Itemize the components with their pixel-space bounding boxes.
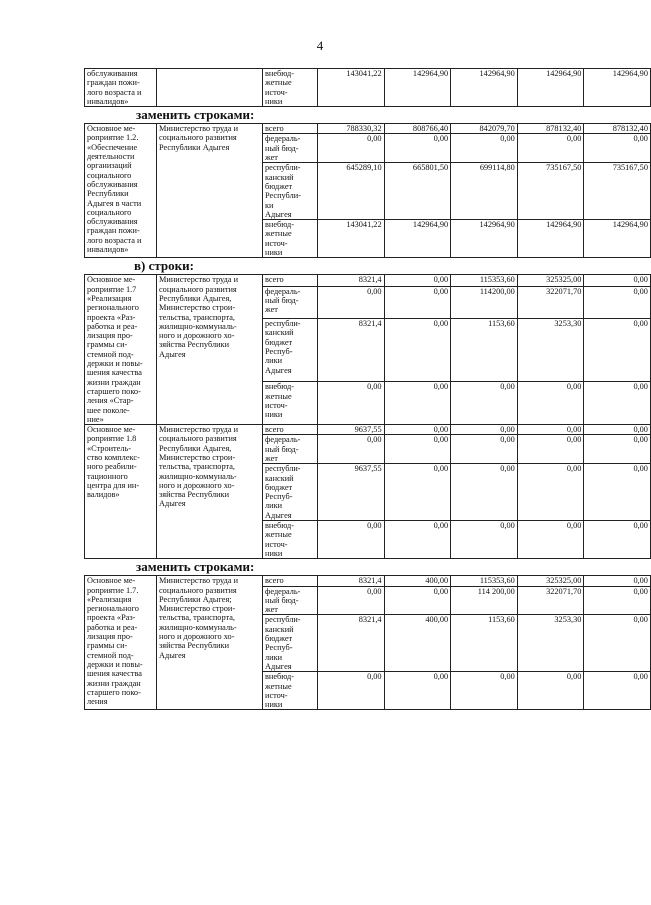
value-cell: 0,00	[384, 521, 451, 559]
cell-text-line: лого возраста и	[87, 235, 142, 245]
value-cell: 9637,55	[318, 464, 385, 521]
cell-text-line: социального развития	[159, 434, 237, 444]
cell-text-line: тельства, транспорта,	[159, 462, 235, 472]
cell-text-line: всего	[265, 576, 284, 586]
source-cell	[263, 425, 318, 435]
cell-text-line: Республики Адыгея;	[159, 594, 232, 604]
value-cell: 114 200,00	[451, 586, 518, 615]
value-cell: 8321,4	[318, 275, 385, 286]
cell-text-line: шения качества	[87, 669, 142, 679]
value-cell: 0,00	[517, 435, 584, 464]
cell-text-line: жетные	[265, 530, 292, 540]
value-cell: 9637,55	[318, 425, 385, 435]
cell-text-line: жетные	[265, 391, 292, 401]
cell-text-line: Основное ме-	[87, 124, 136, 134]
value-cell: 0,00	[584, 521, 651, 559]
table-row	[85, 275, 651, 286]
cell-text-line: канский	[265, 328, 294, 338]
source-cell	[263, 286, 318, 318]
value-cell: 0,00	[584, 464, 651, 521]
value-cell: 8321,4	[318, 319, 385, 382]
cell-text-line: канский	[265, 624, 294, 634]
cell-text-line: бюджет	[265, 482, 293, 492]
cell-text-line: жилищно-коммуналь-	[159, 321, 237, 331]
value-cell: 0,00	[584, 672, 651, 710]
measure-name-cell	[85, 69, 157, 107]
cell-text-line: жилищно-коммуналь-	[159, 622, 237, 632]
value-cell: 699114,80	[451, 163, 518, 220]
value-cell: 142964,90	[384, 69, 451, 107]
source-cell	[263, 69, 318, 107]
cell-text-line: федераль-	[265, 286, 301, 296]
cell-text-line: ники	[265, 248, 283, 258]
value-cell: 1153,60	[451, 615, 518, 672]
cell-text-line: Министерство строи-	[159, 303, 236, 313]
table-block-0	[84, 68, 651, 107]
cell-text-line: внебюд-	[265, 69, 295, 78]
cell-text-line: ного и дорожного хо-	[159, 480, 235, 490]
cell-text-line: жетные	[265, 681, 292, 691]
cell-text-line: федераль-	[265, 586, 301, 596]
source-cell	[263, 521, 318, 559]
cell-text-line: проекта «Раз-	[87, 312, 136, 322]
cell-text-line: Министерство труда и	[159, 425, 239, 435]
cell-text-line: лизация про-	[87, 331, 133, 341]
value-cell: 0,00	[384, 586, 451, 615]
value-cell: 142964,90	[451, 69, 518, 107]
cell-text-line: роприятие 1.2.	[87, 133, 139, 143]
value-cell: 0,00	[584, 286, 651, 318]
value-cell: 0,00	[584, 382, 651, 425]
measure-name-cell	[85, 275, 157, 425]
cell-text-line: регионального	[87, 303, 139, 313]
value-cell: 0,00	[384, 275, 451, 286]
value-cell: 665801,50	[384, 163, 451, 220]
cell-text-line: Министерство труда и	[159, 124, 239, 134]
value-cell: 8321,4	[318, 576, 385, 586]
value-cell: 645289,10	[318, 163, 385, 220]
section-heading: в) строки:	[134, 258, 194, 274]
value-cell: 0,00	[584, 435, 651, 464]
value-cell: 0,00	[451, 425, 518, 435]
value-cell: 0,00	[318, 286, 385, 318]
cell-text-line: всего	[265, 425, 284, 435]
cell-text-line: Республики Адыгея,	[159, 443, 232, 453]
cell-text-line: ники	[265, 700, 283, 710]
cell-text-line: канский	[265, 473, 294, 483]
cell-text-line: Министерство труда и	[159, 275, 239, 285]
cell-text-line: Адыгея	[265, 510, 292, 520]
cell-text-line: инвалидов»	[87, 245, 129, 255]
value-cell: 3253,30	[517, 615, 584, 672]
cell-text-line: зяйства Республики	[159, 641, 230, 651]
cell-text-line: Основное ме-	[87, 425, 136, 435]
source-cell	[263, 615, 318, 672]
cell-text-line: организаций	[87, 161, 132, 171]
value-cell: 0,00	[451, 382, 518, 425]
cell-text-line: Адыгея в части	[87, 198, 142, 208]
cell-text-line: ного реабили-	[87, 462, 137, 472]
document-sheet	[84, 68, 648, 710]
cell-text-line: работка и реа-	[87, 622, 138, 632]
cell-text-line: старшего поко-	[87, 687, 141, 697]
value-cell: 0,00	[517, 521, 584, 559]
cell-text-line: Основное ме-	[87, 275, 136, 285]
cell-text-line: проекта «Раз-	[87, 613, 136, 623]
executor-cell	[157, 124, 263, 258]
cell-text-line: бюджет	[265, 634, 293, 644]
value-cell: 0,00	[318, 134, 385, 163]
cell-text-line: зяйства Республики	[159, 490, 230, 500]
cell-text-line: зяйства Республики	[159, 340, 230, 350]
cell-text-line: тельства, транспорта,	[159, 312, 235, 322]
cell-text-line: социального	[87, 207, 132, 217]
cell-text-line: республи-	[265, 615, 301, 625]
cell-text-line: бюджет	[265, 337, 293, 347]
cell-text-line: Республи-	[265, 191, 301, 201]
cell-text-line: жизни граждан	[87, 678, 141, 688]
value-cell: 142964,90	[451, 220, 518, 258]
cell-text-line: стемной под-	[87, 650, 134, 660]
value-cell: 114200,00	[451, 286, 518, 318]
source-cell	[263, 576, 318, 586]
value-cell: 0,00	[451, 464, 518, 521]
value-cell: 0,00	[318, 672, 385, 710]
source-cell	[263, 435, 318, 464]
cell-text-line: ники	[265, 548, 283, 558]
value-cell: 1153,60	[451, 319, 518, 382]
value-cell: 0,00	[517, 672, 584, 710]
cell-text-line: Адыгея	[159, 349, 186, 359]
cell-text-line: жет	[265, 153, 278, 163]
cell-text-line: социального	[87, 170, 132, 180]
value-cell: 0,00	[584, 319, 651, 382]
cell-text-line: граммы си-	[87, 340, 128, 350]
cell-text-line: источ-	[265, 401, 288, 411]
value-cell: 400,00	[384, 576, 451, 586]
executor-cell	[157, 69, 263, 107]
value-cell: 0,00	[451, 134, 518, 163]
cell-text-line: ки	[265, 200, 274, 210]
cell-text-line: ники	[265, 410, 283, 420]
cell-text-line: источ-	[265, 238, 288, 248]
cell-text-line: социального развития	[159, 133, 237, 143]
value-cell: 0,00	[318, 521, 385, 559]
cell-text-line: роприятие 1.8	[87, 434, 137, 444]
cell-text-line: источ-	[265, 539, 288, 549]
cell-text-line: деятельности	[87, 152, 135, 162]
cell-text-line: стемной под-	[87, 349, 134, 359]
value-cell: 0,00	[517, 382, 584, 425]
value-cell: 0,00	[451, 435, 518, 464]
cell-text-line: источ-	[265, 87, 288, 97]
value-cell: 325325,00	[517, 275, 584, 286]
value-cell: 0,00	[584, 615, 651, 672]
cell-text-line: ления «Стар-	[87, 396, 134, 406]
cell-text-line: ный бюд-	[265, 595, 299, 605]
cell-text-line: республи-	[265, 464, 301, 474]
value-cell: 0,00	[451, 521, 518, 559]
cell-text-line: «Реализация	[87, 594, 132, 604]
source-cell	[263, 134, 318, 163]
cell-text-line: держки и повы-	[87, 359, 143, 369]
value-cell: 142964,90	[517, 220, 584, 258]
cell-text-line: лого возраста и	[87, 87, 142, 97]
cell-text-line: Республики Адыгея	[159, 142, 230, 152]
value-cell: 143041,22	[318, 220, 385, 258]
cell-text-line: граждан пожи-	[87, 226, 140, 236]
cell-text-line: жетные	[265, 229, 292, 239]
section-heading: заменить строками:	[136, 107, 255, 123]
measure-name-cell	[85, 124, 157, 258]
cell-text-line: центра для ин-	[87, 480, 140, 490]
value-cell: 400,00	[384, 615, 451, 672]
value-cell: 0,00	[584, 586, 651, 615]
source-cell	[263, 124, 318, 134]
executor-cell	[157, 576, 263, 710]
cell-text-line: лики	[265, 652, 283, 662]
value-cell: 325325,00	[517, 576, 584, 586]
measure-name-cell	[85, 576, 157, 710]
value-cell: 142964,90	[584, 220, 651, 258]
cell-text-line: Адыгея	[159, 499, 186, 509]
table-row	[85, 124, 651, 134]
cell-text-line: внебюд-	[265, 382, 295, 392]
cell-text-line: роприятие 1.7.	[87, 585, 139, 595]
cell-text-line: лики	[265, 501, 283, 511]
cell-text-line: внебюд-	[265, 220, 295, 230]
cell-text-line: инвалидов»	[87, 96, 129, 106]
value-cell: 808766,40	[384, 124, 451, 134]
cell-text-line: Адыгея	[265, 661, 292, 671]
cell-text-line: всего	[265, 275, 284, 285]
cell-text-line: шения качества	[87, 368, 142, 378]
value-cell: 0,00	[318, 586, 385, 615]
value-cell: 142964,90	[517, 69, 584, 107]
source-cell	[263, 163, 318, 220]
cell-text-line: жет	[265, 453, 278, 463]
cell-text-line: обслуживания	[87, 179, 138, 189]
table-row	[85, 425, 651, 435]
value-cell: 143041,22	[318, 69, 385, 107]
table-block-2	[84, 274, 651, 425]
value-cell: 0,00	[451, 672, 518, 710]
cell-text-line: жет	[265, 305, 278, 315]
cell-text-line: тельства, транспорта,	[159, 613, 235, 623]
cell-text-line: ления	[87, 697, 108, 707]
value-cell: 3253,30	[517, 319, 584, 382]
cell-text-line: работка и реа-	[87, 321, 138, 331]
value-cell: 0,00	[584, 134, 651, 163]
cell-text-line: федераль-	[265, 435, 301, 445]
cell-text-line: ние»	[87, 414, 104, 424]
cell-text-line: Министерство строи-	[159, 452, 236, 462]
source-cell	[263, 319, 318, 382]
cell-text-line: внебюд-	[265, 672, 295, 682]
cell-text-line: держки и повы-	[87, 659, 143, 669]
cell-text-line: жетные	[265, 78, 292, 88]
value-cell: 735167,50	[584, 163, 651, 220]
table-row	[85, 576, 651, 586]
value-cell: 842079,70	[451, 124, 518, 134]
cell-text-line: Адыгея	[265, 365, 292, 375]
table-block-1	[84, 123, 651, 258]
cell-text-line: жилищно-коммуналь-	[159, 471, 237, 481]
value-cell: 322071,70	[517, 586, 584, 615]
table-block-3	[84, 424, 651, 559]
page-number: 4	[316, 38, 324, 53]
value-cell: 322071,70	[517, 286, 584, 318]
cell-text-line: Адыгея	[159, 650, 186, 660]
cell-text-line: «Строитель-	[87, 443, 132, 453]
value-cell: 0,00	[384, 134, 451, 163]
cell-text-line: роприятие 1.7	[87, 284, 137, 294]
cell-text-line: обслуживания	[87, 217, 138, 227]
value-cell: 0,00	[318, 435, 385, 464]
cell-text-line: Министерство строи-	[159, 604, 236, 614]
cell-text-line: старшего поко-	[87, 386, 141, 396]
value-cell: 0,00	[584, 576, 651, 586]
value-cell: 0,00	[384, 425, 451, 435]
value-cell: 788330,32	[318, 124, 385, 134]
cell-text-line: федераль-	[265, 134, 301, 144]
cell-text-line: Адыгея	[265, 209, 292, 219]
cell-text-line: ного и дорожного хо-	[159, 632, 235, 642]
cell-text-line: Респуб-	[265, 643, 293, 653]
cell-text-line: Респуб-	[265, 346, 293, 356]
cell-text-line: Министерство труда и	[159, 576, 239, 586]
cell-text-line: регионального	[87, 604, 139, 614]
value-cell: 878132,40	[584, 124, 651, 134]
cell-text-line: ный бюд-	[265, 444, 299, 454]
cell-text-line: внебюд-	[265, 521, 295, 531]
value-cell: 0,00	[384, 286, 451, 318]
executor-cell	[157, 425, 263, 559]
cell-text-line: ный бюд-	[265, 296, 299, 306]
value-cell: 0,00	[384, 672, 451, 710]
cell-text-line: шее поколе-	[87, 405, 130, 415]
cell-text-line: Респуб-	[265, 492, 293, 502]
value-cell: 0,00	[318, 382, 385, 425]
cell-text-line: республи-	[265, 319, 301, 329]
source-cell	[263, 586, 318, 615]
cell-text-line: «Реализация	[87, 293, 132, 303]
value-cell: 0,00	[384, 464, 451, 521]
cell-text-line: ный бюд-	[265, 143, 299, 153]
cell-text-line: ники	[265, 96, 283, 106]
value-cell: 0,00	[584, 425, 651, 435]
value-cell: 0,00	[584, 275, 651, 286]
cell-text-line: обслуживания	[87, 69, 138, 78]
value-cell: 0,00	[517, 464, 584, 521]
cell-text-line: ство комплекс-	[87, 452, 140, 462]
source-cell	[263, 220, 318, 258]
value-cell: 8321,4	[318, 615, 385, 672]
value-cell: 142964,90	[384, 220, 451, 258]
table-block-4	[84, 575, 651, 710]
value-cell: 115353,60	[451, 275, 518, 286]
source-cell	[263, 275, 318, 286]
value-cell: 0,00	[517, 425, 584, 435]
cell-text-line: республи-	[265, 163, 301, 173]
cell-text-line: лики	[265, 356, 283, 366]
value-cell: 0,00	[384, 382, 451, 425]
value-cell: 0,00	[384, 435, 451, 464]
cell-text-line: бюджет	[265, 181, 293, 191]
value-cell: 878132,40	[517, 124, 584, 134]
cell-text-line: жизни граждан	[87, 377, 141, 387]
cell-text-line: граждан пожи-	[87, 78, 140, 88]
cell-text-line: Республики Адыгея,	[159, 293, 232, 303]
measure-name-cell	[85, 425, 157, 559]
table-row	[85, 69, 651, 107]
value-cell: 0,00	[384, 319, 451, 382]
cell-text-line: ного и дорожного хо-	[159, 331, 235, 341]
value-cell: 0,00	[517, 134, 584, 163]
section-heading: заменить строками:	[136, 559, 255, 575]
cell-text-line: социального развития	[159, 284, 237, 294]
cell-text-line: Республики	[87, 189, 129, 199]
cell-text-line: канский	[265, 172, 294, 182]
cell-text-line: тационного	[87, 471, 128, 481]
cell-text-line: социального развития	[159, 585, 237, 595]
cell-text-line: всего	[265, 124, 284, 134]
cell-text-line: Основное ме-	[87, 576, 136, 586]
value-cell: 735167,50	[517, 163, 584, 220]
cell-text-line: источ-	[265, 690, 288, 700]
source-cell	[263, 464, 318, 521]
cell-text-line: жет	[265, 605, 278, 615]
cell-text-line: «Обеспечение	[87, 142, 138, 152]
value-cell: 142964,90	[584, 69, 651, 107]
cell-text-line: лизация про-	[87, 632, 133, 642]
cell-text-line: валидов»	[87, 490, 120, 500]
value-cell: 115353,60	[451, 576, 518, 586]
source-cell	[263, 672, 318, 710]
cell-text-line: граммы си-	[87, 641, 128, 651]
source-cell	[263, 382, 318, 425]
executor-cell	[157, 275, 263, 425]
